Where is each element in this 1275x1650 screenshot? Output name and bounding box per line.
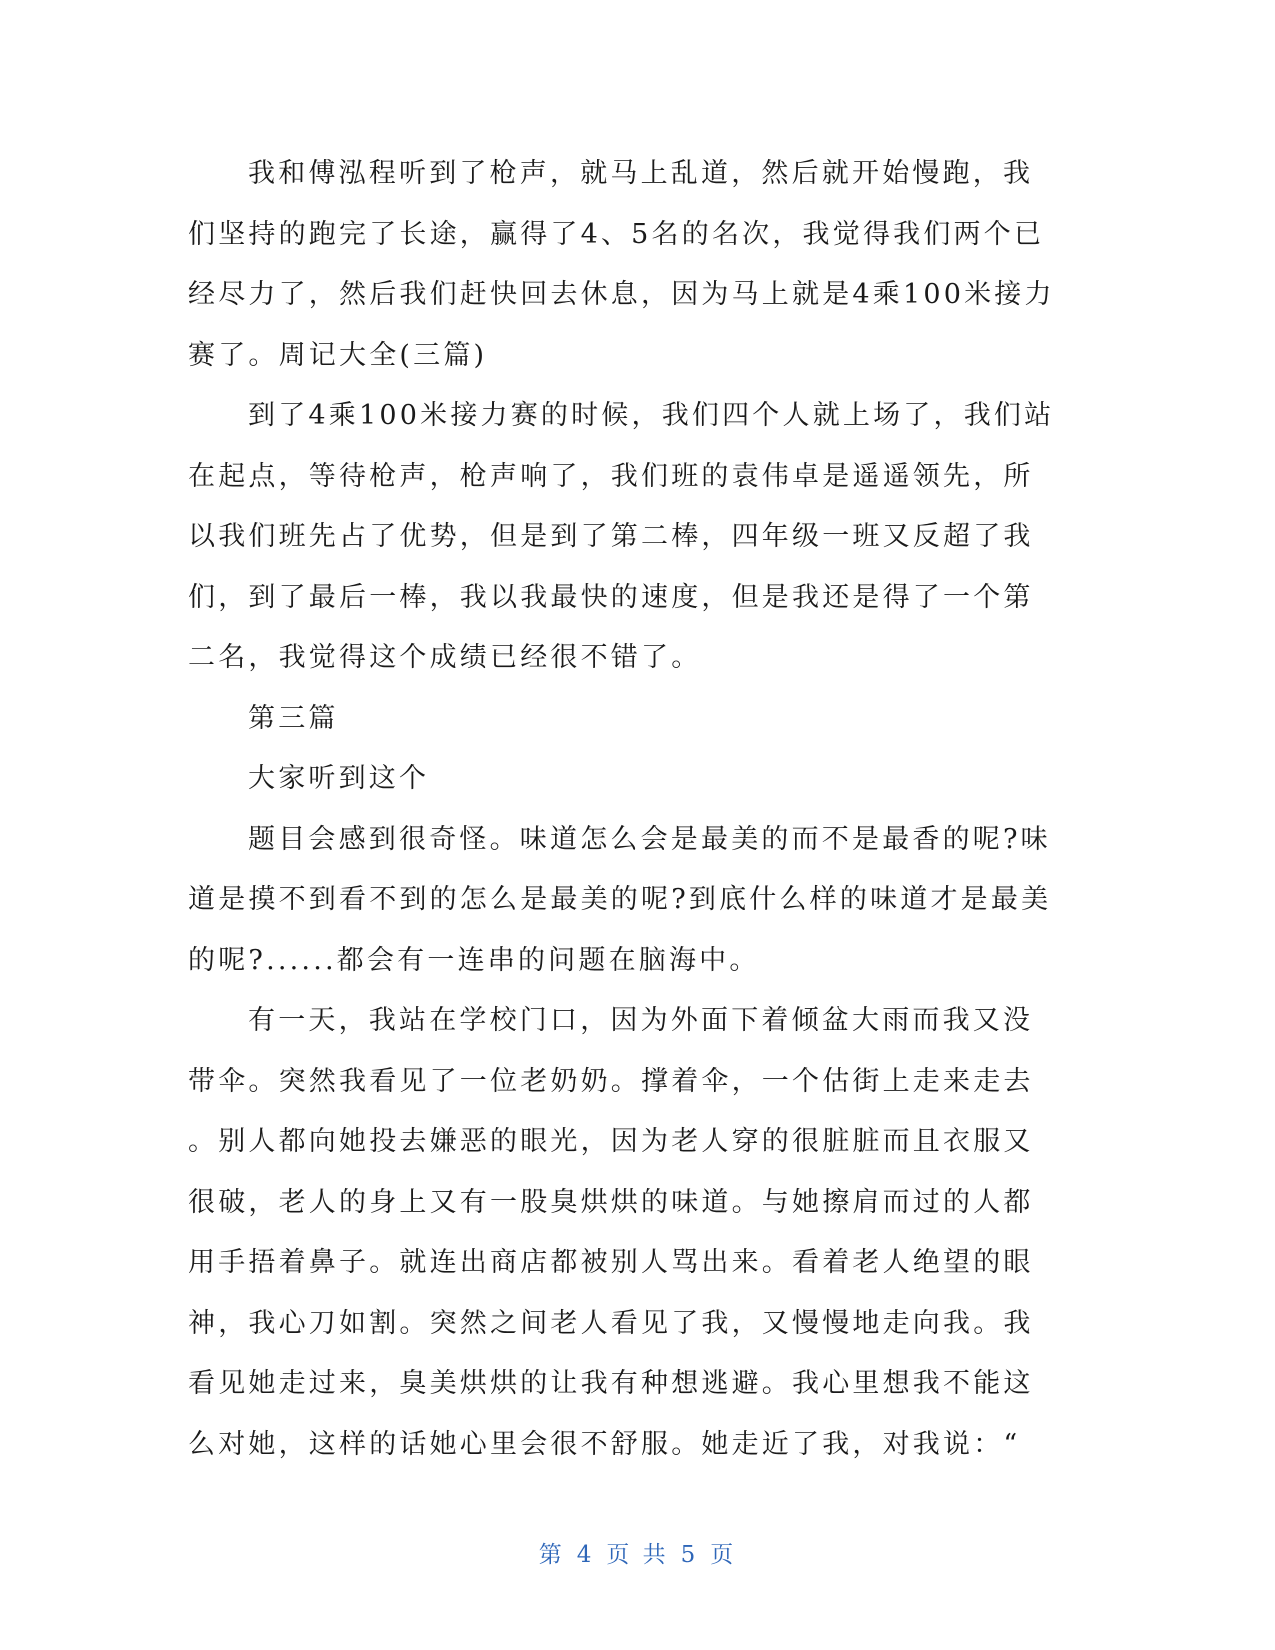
text-line: 的呢?......都会有一连串的问题在脑海中。 [188,944,760,976]
footer-total-pages: 5 [680,1542,699,1568]
text-line: 用手捂着鼻子。就连出商店都被别人骂出来。看着老人绝望的眼 [188,1247,1034,1278]
footer-prefix: 第 [538,1542,565,1568]
text-line: 们，到了最后一棒，我以我最快的速度，但是我还是得了一个第 [188,581,1034,613]
text-line: 神，我心刀如割。突然之间老人看见了我，又慢慢地走向我。我 [188,1307,1034,1339]
text-line: 么对她，这样的话她心里会很不舒服。她走近了我，对我说：“ [188,1428,1021,1460]
text-line: 带伞。突然我看见了一位老奶奶。撑着伞，一个估街上走来走去 [188,1065,1034,1097]
text-line: 我和傅泓程听到了枪声，就马上乱道，然后就开始慢跑，我 [248,158,1034,189]
text-line: 经尽力了，然后我们赶快回去休息，因为马上就是4乘100米接力 [188,279,1055,310]
text-line: 题目会感到很奇怪。味道怎么会是最美的而不是最香的呢?味 [248,823,1051,855]
footer-suffix: 页 [710,1542,737,1568]
text-line: 以我们班先占了优势，但是到了第二棒，四年级一班又反超了我 [188,521,1034,552]
text-line: 在起点，等待枪声，枪声响了，我们班的袁伟卓是遥遥领先，所 [188,460,1034,492]
text-line: 二名，我觉得这个成绩已经很不错了。 [188,642,702,673]
text-line: 很破，老人的身上又有一股臭烘烘的味道。与她擦肩而过的人都 [188,1186,1034,1218]
body-text [188,144,1068,1475]
text-line: 看见她走过来，臭美烘烘的让我有种想逃避。我心里想我不能这 [188,1368,1034,1399]
footer-current-page: 4 [576,1542,595,1568]
text-line: 道是摸不到看不到的怎么是最美的呢?到底什么样的味道才是最美 [188,884,1052,915]
text-line: 赛了。周记大全(三篇) [188,339,488,371]
footer-middle: 页 共 [606,1542,669,1568]
text-line: 有一天，我站在学校门口，因为外面下着倾盆大雨而我又没 [248,1005,1034,1036]
text-line: 第三篇 [248,702,339,734]
text-line: 们坚持的跑完了长途，赢得了4、5名的名次，我觉得我们两个已 [188,218,1045,250]
page-footer [0,1536,1275,1569]
text-line: 。别人都向她投去嫌恶的眼光，因为老人穿的很脏脏而且衣服又 [188,1126,1034,1157]
text-line: 大家听到这个 [248,763,430,794]
text-line: 到了4乘100米接力赛的时候，我们四个人就上场了，我们站 [248,400,1055,431]
